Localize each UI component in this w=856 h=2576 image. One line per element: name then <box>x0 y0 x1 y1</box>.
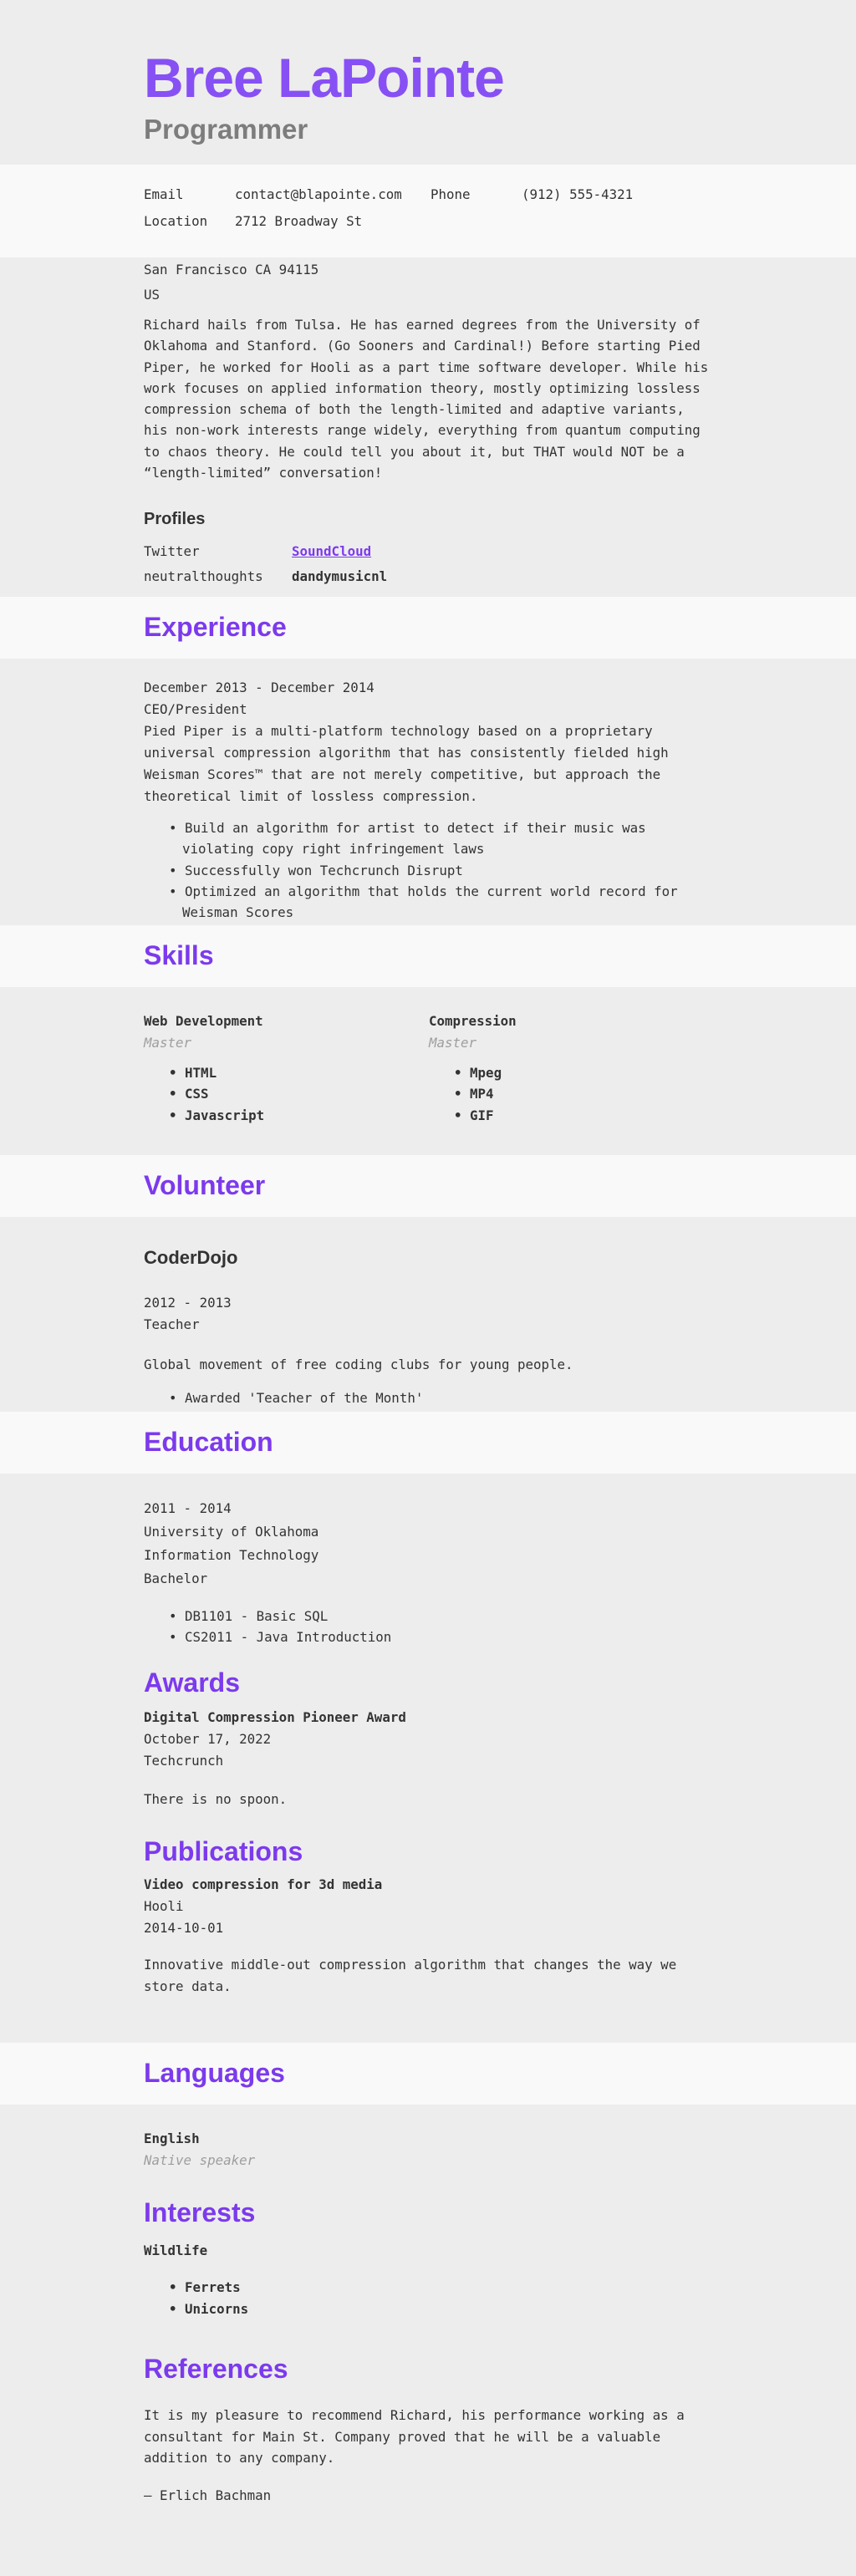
award-title: Digital Compression Pioneer Award <box>144 1708 406 1725</box>
contact-row-1 <box>144 181 712 208</box>
address-country: US <box>144 287 160 303</box>
experience-highlights <box>144 817 712 923</box>
location-label: Location <box>144 213 208 229</box>
skills-heading-band <box>0 925 856 987</box>
volunteer-dates: 2012 - 2013 <box>144 1295 232 1311</box>
skill-level: Master <box>144 1035 192 1051</box>
contact-section <box>0 165 856 257</box>
skill-level: Master <box>429 1035 477 1051</box>
contact-row-2 <box>144 208 712 235</box>
experience-summary: Pied Piper is a multi-platform technology based on a proprietary universal compression algorithm that has consistently fielded high Weisman Scores™ that are not merely competitive, but approach the theoretical limit of lossless compression. <box>144 723 669 804</box>
skill-keywords <box>144 1062 429 1126</box>
profiles-table <box>144 539 712 589</box>
experience-heading: Experience <box>144 612 287 642</box>
list-item: • Awarded 'Teacher of the Month' <box>169 1387 712 1408</box>
education-institution: University of Oklahoma <box>144 1524 319 1540</box>
skills-heading: Skills <box>144 940 214 970</box>
education-awards-publications-section <box>0 1474 856 2043</box>
list-item: • CSS <box>169 1083 429 1104</box>
person-name: Bree LaPointe <box>144 47 504 109</box>
publication-publisher: Hooli <box>144 1898 184 1915</box>
phone-label: Phone <box>431 186 471 202</box>
profile-username-twitter: neutralthoughts <box>144 568 263 585</box>
profiles-heading: Profiles <box>144 510 206 529</box>
skill-group-web <box>144 1011 429 1126</box>
address-city: San Francisco CA 94115 <box>144 262 319 277</box>
about-section <box>0 257 856 597</box>
address-value: 2712 Broadway St <box>235 213 363 229</box>
language-name: English <box>144 2131 200 2146</box>
email-label: Email <box>144 186 184 202</box>
education-degree: Bachelor <box>144 1571 208 1586</box>
volunteer-organization: CoderDojo <box>144 1247 238 1268</box>
education-heading-band <box>0 1412 856 1474</box>
skill-group-compression <box>429 1011 714 1126</box>
reference-quote: It is my pleasure to recommend Richard, his performance working as a consultant for Main St. Company proved that he will be a valuable addition to any company. <box>144 2407 685 2466</box>
award-awarder: Techcrunch <box>144 1752 224 1769</box>
email-value: contact@blapointe.com <box>235 186 402 202</box>
list-item: • Successfully won Techcrunch Disrupt <box>169 860 712 881</box>
experience-section <box>0 659 856 925</box>
skill-name: Web Development <box>144 1013 263 1029</box>
list-item: • Unicorns <box>169 2299 712 2319</box>
award-date: October 17, 2022 <box>144 1730 272 1747</box>
list-item: • GIF <box>454 1105 714 1126</box>
person-job-label: Programmer <box>144 113 308 145</box>
skills-section <box>0 987 856 1155</box>
experience-heading-band <box>0 597 856 659</box>
interests-heading: Interests <box>144 2197 256 2227</box>
list-item: • HTML <box>169 1062 429 1083</box>
list-item: • CS2011 - Java Introduction <box>169 1627 712 1647</box>
interest-name: Wildlife <box>144 2243 208 2259</box>
resume-header <box>0 0 856 165</box>
volunteer-heading-band <box>0 1155 856 1217</box>
publication-date: 2014-10-01 <box>144 1920 224 1937</box>
language-fluency: Native speaker <box>144 2152 256 2168</box>
education-dates: 2011 - 2014 <box>144 1500 232 1516</box>
volunteer-section <box>0 1217 856 1412</box>
skill-keywords <box>429 1062 714 1126</box>
publication-name: Video compression for 3d media <box>144 1876 383 1893</box>
interest-keywords <box>144 2277 712 2319</box>
list-item: • Optimized an algorithm that holds the current world record for Weisman Scores <box>169 881 712 924</box>
experience-dates: December 2013 - December 2014 <box>144 680 374 695</box>
languages-heading-band <box>0 2043 856 2105</box>
languages-interests-references-section <box>0 2105 856 2576</box>
volunteer-highlights <box>144 1387 712 1408</box>
publication-summary: Innovative middle-out compression algorithm that changes the way we store data. <box>144 1957 677 1994</box>
publications-heading: Publications <box>144 1835 303 1866</box>
phone-value: (912) 555-4321 <box>522 186 634 202</box>
awards-heading: Awards <box>144 1667 241 1698</box>
references-heading: References <box>144 2353 288 2384</box>
list-item: • DB1101 - Basic SQL <box>169 1606 712 1627</box>
list-item: • MP4 <box>454 1083 714 1104</box>
volunteer-position: Teacher <box>144 1316 200 1332</box>
profile-network-twitter: Twitter <box>144 543 200 560</box>
education-heading: Education <box>144 1427 273 1457</box>
reference-author: — Erlich Bachman <box>144 2487 272 2504</box>
list-item: • Build an algorithm for artist to detect if their music was violating copy right infringement laws <box>169 817 712 860</box>
experience-position: CEO/President <box>144 701 247 717</box>
education-area: Information Technology <box>144 1547 319 1563</box>
profile-username-soundcloud: dandymusicnl <box>292 568 388 585</box>
award-summary: There is no spoon. <box>144 1790 288 1807</box>
about-summary: Richard hails from Tulsa. He has earned degrees from the University of Oklahoma and Stanford. (Go Sooners and Cardinal!) Before starting Pied Piper, he worked for Hooli as a part time software developer. While his work focuses on applied information theory, mostly optimizing lossless compression schema of both the length-limited and adaptive variants, his non-work interests range widely, everything from quantum computing to chaos theory. He could tell you about it, but THAT would NOT be a “length-limited” conversation! <box>144 317 709 481</box>
education-courses <box>144 1606 712 1648</box>
volunteer-summary: Global movement of free coding clubs for young people. <box>144 1357 573 1372</box>
list-item: • Javascript <box>169 1105 429 1126</box>
profile-network-soundcloud-link[interactable]: SoundCloud <box>292 543 372 560</box>
volunteer-heading: Volunteer <box>144 1170 266 1200</box>
list-item: • Mpeg <box>454 1062 714 1083</box>
list-item: • Ferrets <box>169 2277 712 2298</box>
skill-name: Compression <box>429 1013 517 1029</box>
languages-heading: Languages <box>144 2058 285 2088</box>
